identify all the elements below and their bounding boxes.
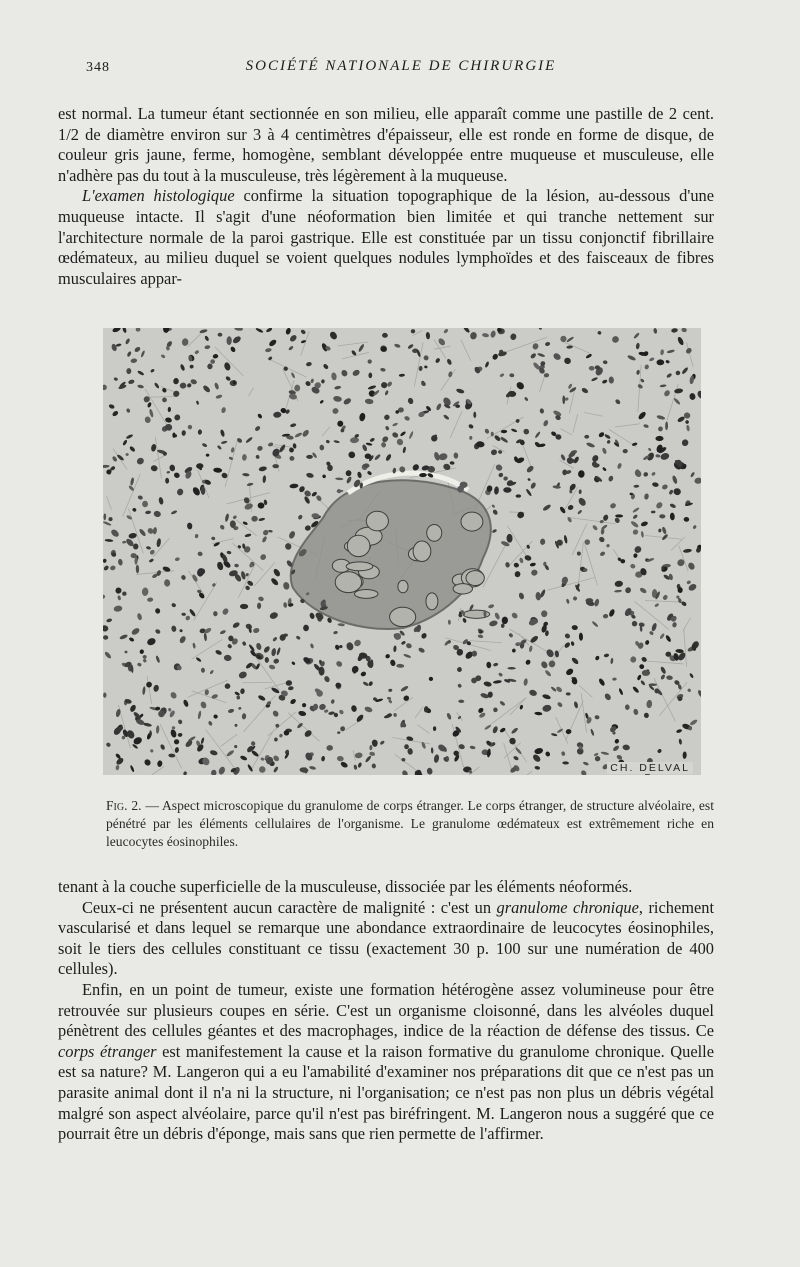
page-number: 348	[86, 60, 110, 75]
paragraph	[58, 186, 714, 289]
paragraph	[58, 980, 714, 1145]
figure-caption	[106, 797, 714, 850]
italic-phrase: corps étranger	[58, 1041, 157, 1061]
paragraph	[58, 898, 714, 980]
text-block-top	[58, 104, 714, 289]
paragraph: est normal. La tumeur étant sectionnée en son milieu, elle apparaît comme une pastille de 2 cent. 1/2 de diamètre environ sur 3 à 4 centimètres d'épaisseur, elle est ronde en forme de disque, de couleur gris jaune, ferme, homogène, semblant développée entre muqueuse et musculeuse, elle n'adhère pas du tout à la musculeuse, très légèrement à la muqueuse.	[58, 104, 714, 185]
page-header	[86, 58, 716, 82]
micrograph-image	[103, 328, 701, 775]
paragraph-text: confirme la situation topographique de la lésion, au-dessous d'une muqueuse intacte. Il s'agit d'une néoformation bien limitée et qui tranche nettement sur l'architecture normale de la paroi gastrique. Elle est constituée par un tissu conjonctif fibrillaire œdémateux, au milieu duquel se voient quelques nodules lymphoïdes et des faisceaux de fibres musculaires appar-	[58, 186, 714, 288]
text-block-bottom	[58, 877, 714, 1145]
paragraph-text: Enfin, en un point de tumeur, existe une formation hétérogène assez volumineuse pour être retrouvée sur plusieurs coupes en série. C'est un organisme cloisonné, dans les alvéoles duquel pénètrent des cellules géantes et des macrophages, indice de la réaction de défense des tissus. Ce	[58, 979, 714, 1041]
italic-phrase: granulome chronique	[496, 897, 639, 917]
paragraph-text: est manifestement la cause et la raison formative du granulome chronique. Quelle est sa nature? M. Langeron qui a eu l'amabilité d'examiner nos préparations dit que ce n'est pas un parasite animal dont il n'a ni la structure, ni l'organisation; ce n'est pas non plus un débris végétal malgré son aspect alvéolaire, parce qu'il n'est pas biréfringent. M. Langeron nous a suggéré que ce pourrait être un débris d'éponge, mais sans que rien permette de l'affirmer.	[58, 1041, 714, 1144]
figure-label: Fig. 2.	[106, 798, 142, 813]
figure-credit: CH. DELVAL	[607, 762, 693, 774]
paragraph-text: , richement vascularisé et dans lequel se remarque une abondance extraordinaire de leucocytes éosinophiles, soit le tiers des cellules constituant ce tissu (exactement 30 p. 100 sur une numération de 400 cellules).	[58, 897, 714, 979]
italic-phrase: L'examen histologique	[82, 186, 235, 206]
caption-text: — Aspect microscopique du granulome de corps étranger. Le corps étranger, de structure alvéolaire, est pénétré par les éléments cellulaires de l'organisme. Le granulome œdémateux est extrêmement riche en leucocytes éosinophiles.	[106, 798, 714, 849]
paragraph-text: Ceux-ci ne présentent aucun caractère de malignité : c'est un	[82, 897, 497, 917]
micrograph-figure	[103, 328, 701, 775]
running-title: SOCIÉTÉ NATIONALE DE CHIRURGIE	[245, 58, 557, 74]
paragraph: tenant à la couche superficielle de la musculeuse, dissociée par les éléments néoformés.	[58, 877, 633, 896]
